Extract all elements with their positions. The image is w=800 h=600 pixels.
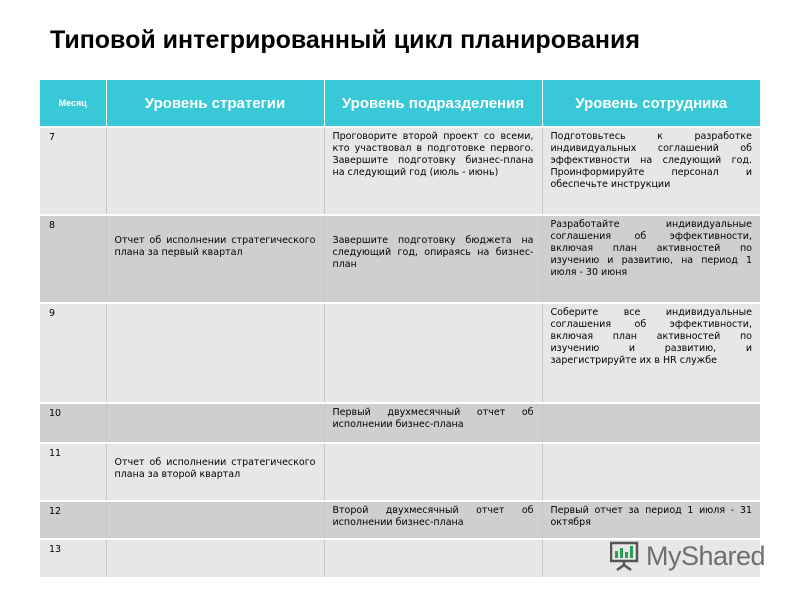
presentation-board-icon: [610, 540, 640, 572]
division-text: Первый двухмесячный отчет об исполнении бизнес-плана: [332, 407, 534, 430]
table-header-row: [40, 80, 760, 127]
strategy-cell: [106, 539, 324, 577]
header-strategy-level: Уровень стратегии: [106, 80, 324, 127]
table-row: [40, 501, 760, 539]
division-cell: [324, 303, 542, 403]
employee-cell: [542, 443, 760, 501]
month-cell: 12: [40, 501, 106, 539]
month-cell: 13: [40, 539, 106, 577]
employee-text: Подготовьтесь к разработке индивидуальных соглашений об эффективности на следующий год. Проинформируйте персонал и обеспечьте инструкции: [550, 131, 752, 190]
header-month: Месяц: [40, 80, 106, 127]
watermark-logo: [610, 536, 766, 576]
header-employee-level: Уровень сотрудника: [542, 80, 760, 127]
division-text: Завершите подготовку бюджета на следующий год, опираясь на бизнес-план: [332, 235, 534, 270]
strategy-cell: [106, 403, 324, 443]
employee-text: Первый отчет за период 1 июля - 31 октября: [550, 505, 752, 528]
month-cell: 9: [40, 303, 106, 403]
division-cell: [324, 539, 542, 577]
employee-cell: [542, 215, 760, 303]
page-title: Типовой интегрированный цикл планирования: [50, 26, 640, 54]
division-text: Проговорите второй проект со всеми, кто участвовал в подготовке первого. Завершите подготовку бизнес-плана на следующий год (июль - июнь): [332, 131, 534, 178]
month-cell: 8: [40, 215, 106, 303]
strategy-cell: [106, 127, 324, 215]
strategy-cell: [106, 443, 324, 501]
month-cell: 7: [40, 127, 106, 215]
employee-cell: [542, 501, 760, 539]
division-cell: [324, 403, 542, 443]
table-row: [40, 215, 760, 303]
strategy-text: Отчет об исполнении стратегического плана за первый квартал: [114, 235, 316, 258]
planning-cycle-table: [40, 80, 760, 577]
month-cell: 11: [40, 443, 106, 501]
employee-cell: [542, 127, 760, 215]
table-row: [40, 403, 760, 443]
table-row: [40, 303, 760, 403]
header-division-level: Уровень подразделения: [324, 80, 542, 127]
division-cell: [324, 443, 542, 501]
employee-cell: [542, 303, 760, 403]
month-cell: 10: [40, 403, 106, 443]
division-cell: [324, 501, 542, 539]
strategy-cell: [106, 215, 324, 303]
table-row: [40, 443, 760, 501]
strategy-text: Отчет об исполнении стратегического плана за второй квартал: [114, 457, 316, 480]
employee-cell: [542, 403, 760, 443]
strategy-cell: [106, 501, 324, 539]
strategy-cell: [106, 303, 324, 403]
employee-text: Разработайте индивидуальные соглашения об эффективности, включая план активностей по изучению и развитию, на период 1 июля - 30 июня: [550, 219, 752, 278]
employee-text: Соберите все индивидуальные соглашения об эффективности, включая план активностей по изучению и развитию, и зарегистрируйте их в HR службе: [550, 307, 752, 366]
division-cell: [324, 215, 542, 303]
watermark-text: MyShared: [646, 540, 766, 571]
division-cell: [324, 127, 542, 215]
table-row: [40, 127, 760, 215]
division-text: Второй двухмесячный отчет об исполнении бизнес-плана: [332, 505, 534, 528]
